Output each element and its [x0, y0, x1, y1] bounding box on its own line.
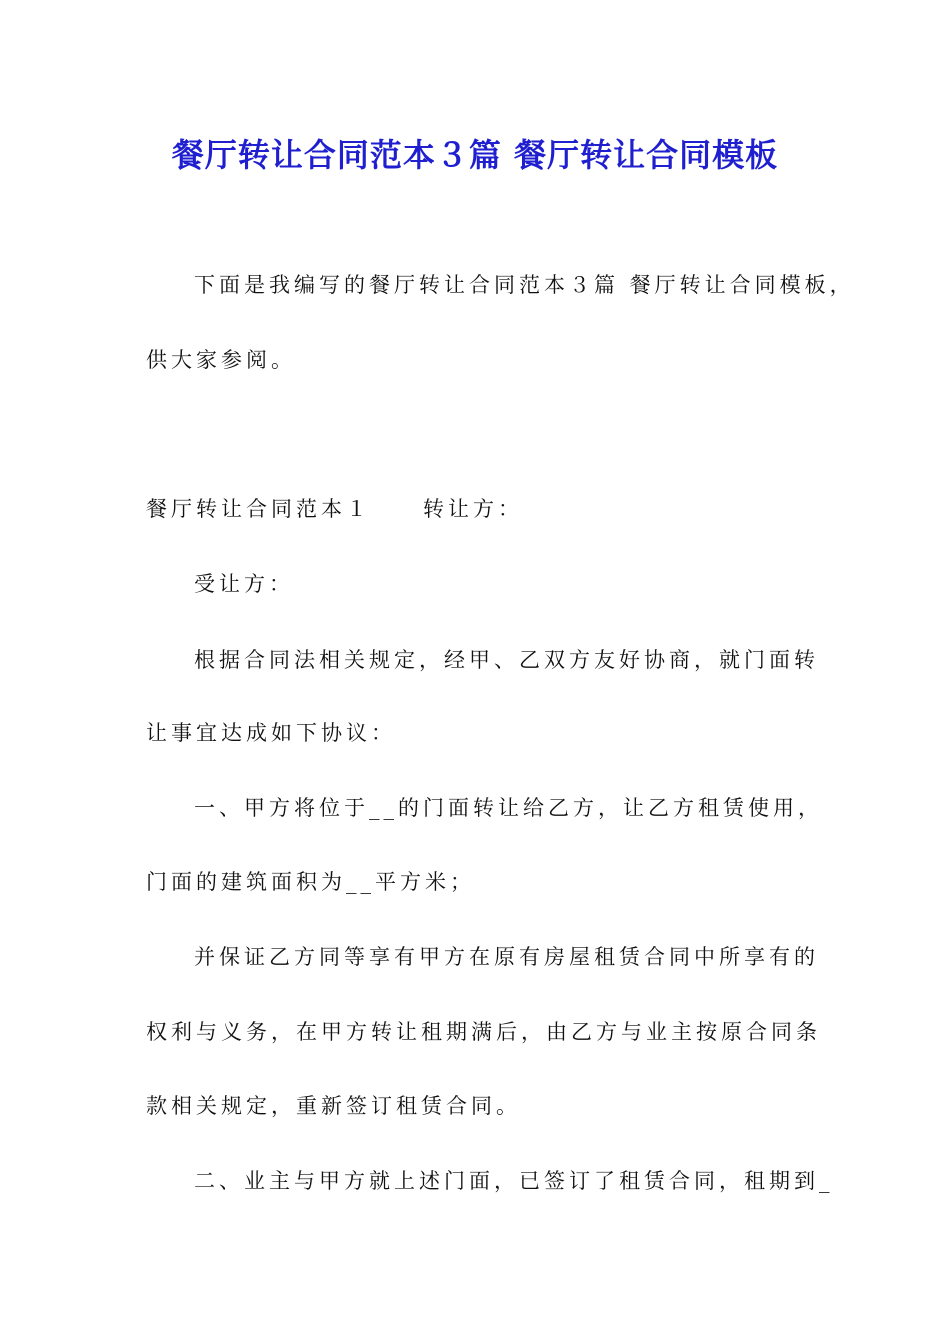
paragraph-3-line-2: 权利与义务，在甲方转让租期满后，由乙方与业主按原合同条 — [146, 1020, 821, 1044]
transferor-label: 转让方： — [423, 497, 523, 521]
assignee-label: 受让方： — [194, 572, 294, 596]
paragraph-4-line-1: 二、业主与甲方就上述门面，已签订了租赁合同，租期到_ — [194, 1169, 834, 1193]
section-1-heading-row — [146, 494, 523, 524]
paragraph-2-line-1: 一、甲方将位于__的门面转让给乙方，让乙方租赁使用， — [194, 796, 823, 820]
section-1-heading: 餐厅转让合同范本１ — [146, 497, 371, 521]
paragraph-1-line-1: 根据合同法相关规定，经甲、乙双方友好协商，就门面转 — [194, 648, 819, 672]
paragraph-3-line-3: 款相关规定，重新签订租赁合同。 — [146, 1094, 521, 1118]
intro-line-1: 下面是我编写的餐厅转让合同范本３篇 餐厅转让合同模板， — [194, 273, 855, 297]
intro-line-2: 供大家参阅。 — [146, 348, 296, 372]
paragraph-3-line-1: 并保证乙方同等享有甲方在原有房屋租赁合同中所享有的 — [194, 945, 819, 969]
paragraph-2-line-2: 门面的建筑面积为__平方米； — [146, 870, 475, 894]
paragraph-1-line-2: 让事宜达成如下协议： — [146, 721, 396, 745]
document-title: 餐厅转让合同范本３篇 餐厅转让合同模板 — [171, 136, 779, 174]
